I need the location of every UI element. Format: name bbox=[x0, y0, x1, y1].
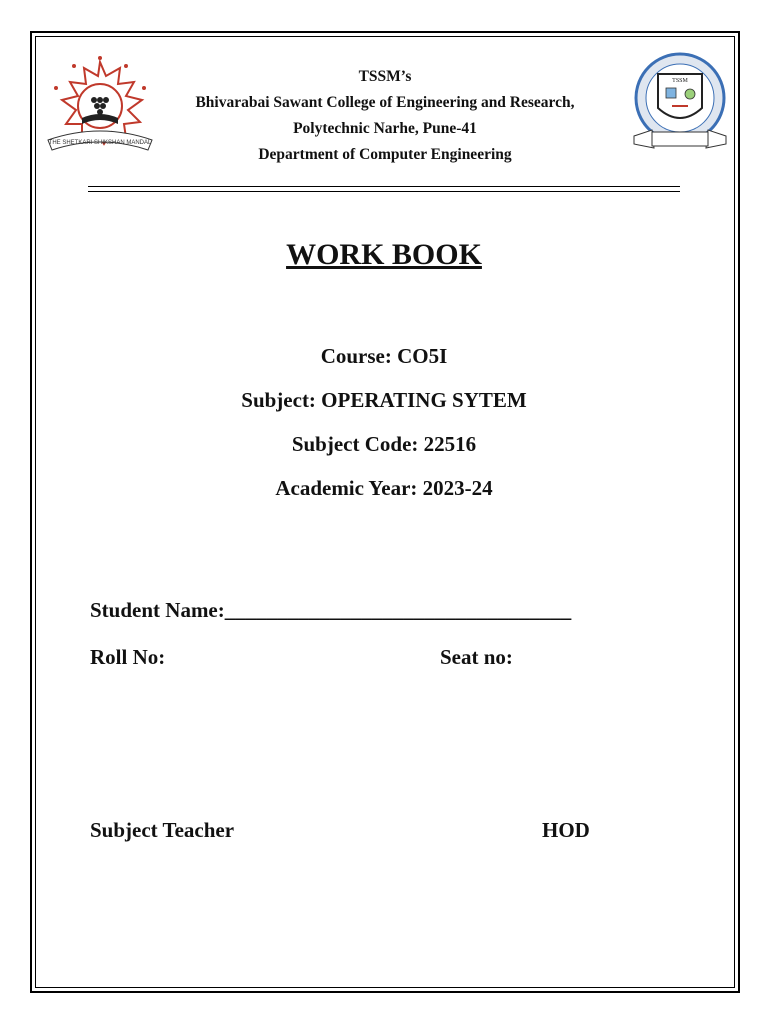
org-name: TSSM’s bbox=[358, 68, 412, 85]
subject-line: Subject: OPERATING SYTEM bbox=[241, 388, 527, 412]
roll-no-label: Roll No: bbox=[90, 645, 166, 669]
department-name: Department of Computer Engineering bbox=[258, 146, 512, 163]
page-title: WORK BOOK bbox=[286, 238, 482, 271]
student-name-field: Student Name:_________________________________ bbox=[90, 598, 572, 622]
seat-no-label: Seat no: bbox=[440, 645, 513, 669]
college-name: Bhivarabai Sawant College of Engineering and Research, bbox=[195, 94, 575, 111]
shetkari-shikshan-mandal-emblem-icon bbox=[44, 52, 156, 160]
right-logo-text: TSSM bbox=[672, 78, 688, 84]
subject-teacher-label: Subject Teacher bbox=[90, 818, 235, 842]
tssm-college-shield-icon bbox=[628, 52, 732, 158]
page-border-inner bbox=[35, 36, 735, 988]
hod-label: HOD bbox=[542, 818, 590, 842]
campus-name: Polytechnic Narhe, Pune-41 bbox=[293, 120, 477, 137]
header-rule-thick bbox=[88, 186, 680, 187]
college-header bbox=[170, 64, 600, 168]
header-rule-thin bbox=[88, 191, 680, 192]
course-line: Course: CO5I bbox=[320, 344, 448, 368]
course-info bbox=[0, 334, 768, 510]
academic-year-line: Academic Year: 2023-24 bbox=[275, 476, 493, 500]
subject-code-line: Subject Code: 22516 bbox=[291, 432, 477, 456]
left-logo-text: THE SHETKARI SHIKSHAN MANDAL bbox=[48, 140, 152, 146]
